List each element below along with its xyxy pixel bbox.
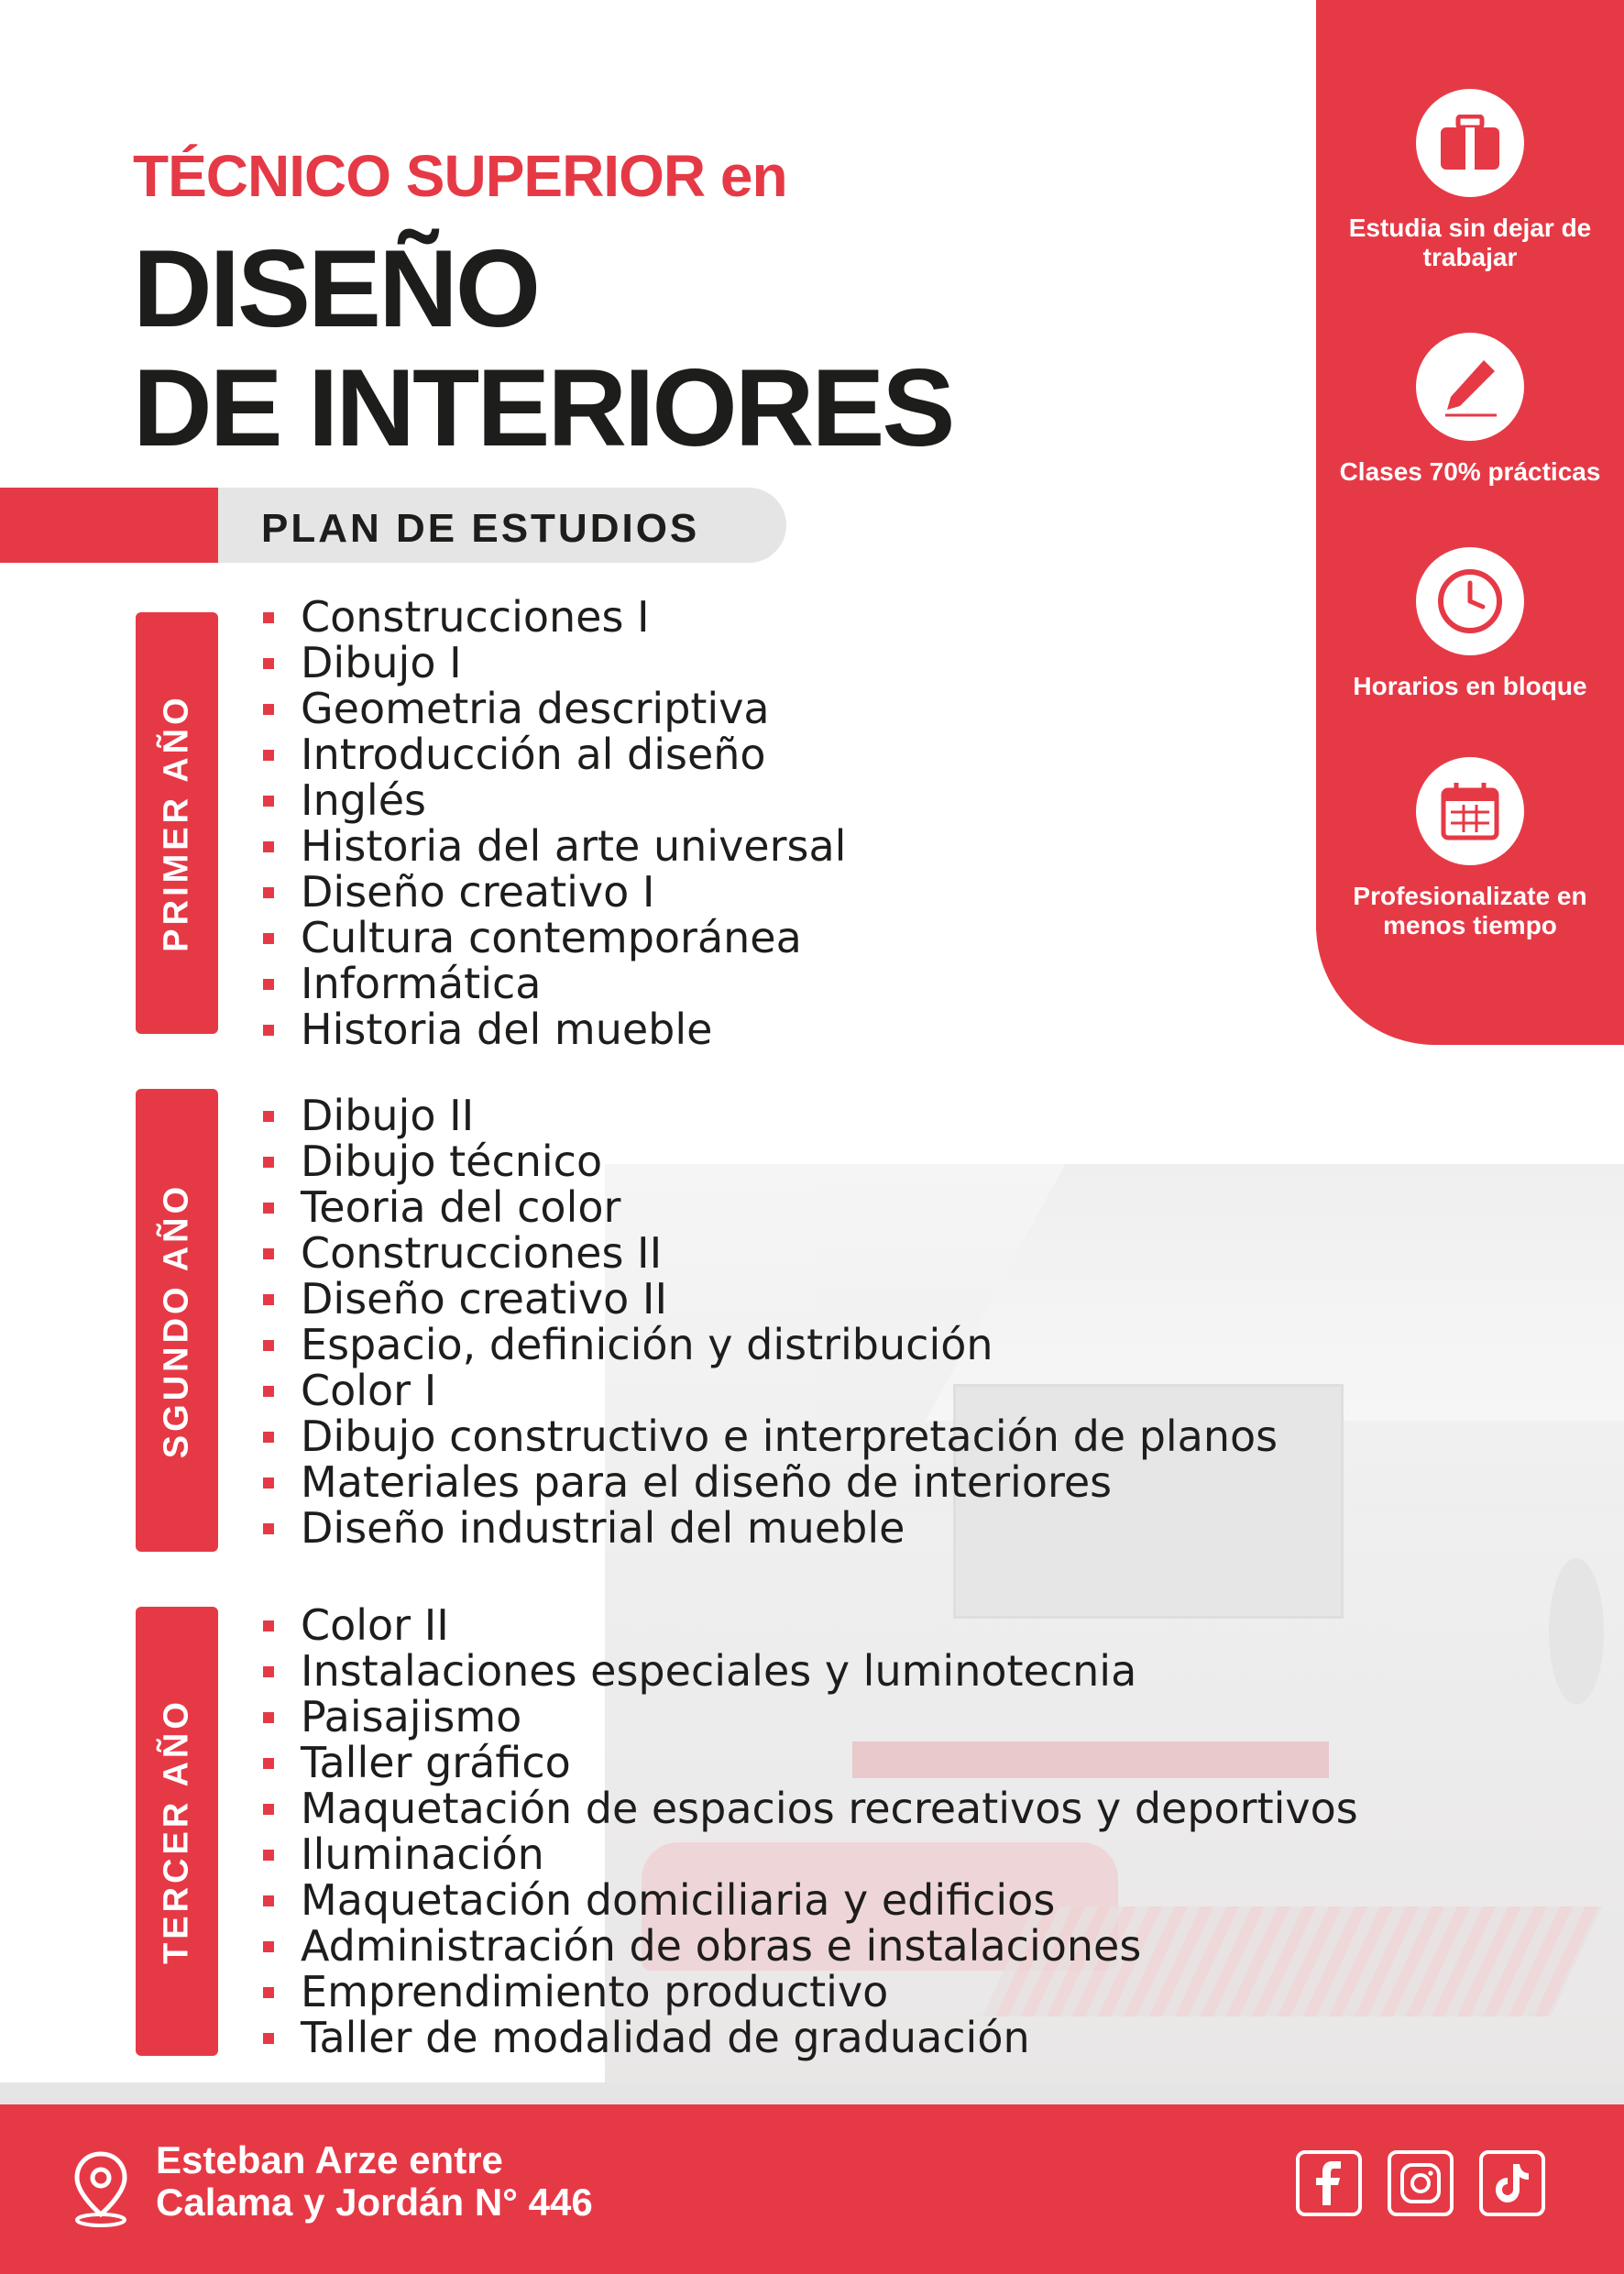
bullet-icon [263,1157,274,1168]
plan-label: PLAN DE ESTUDIOS [261,506,700,551]
subject-item [261,1831,1358,1877]
subject-item [261,1923,1358,1969]
subject-label: Dibujo técnico [301,1137,603,1186]
subject-item [261,869,846,915]
subject-item [261,1322,1278,1368]
subject-label: Color II [301,1600,449,1650]
subject-label: Emprendimiento productivo [301,1967,889,2016]
subject-item [261,640,846,686]
address-line-2: Calama y Jordán N° 446 [156,2181,593,2224]
subject-label: Diseño industrial del mueble [301,1503,905,1553]
bullet-icon [263,1025,274,1036]
year-bar-3 [136,1607,218,2056]
title-line-1: DISEÑO [133,227,539,350]
subject-label: Taller de modalidad de graduación [301,2013,1030,2062]
feature-item [1316,333,1624,487]
year-label: TERCER AÑO [157,1698,196,1964]
subject-label: Instalaciones especiales y luminotecnia [301,1646,1137,1696]
subject-label: Espacio, definición y distribución [301,1320,993,1369]
subject-label: Dibujo constructivo e interpretación de planos [301,1412,1278,1461]
feature-text: Horarios en bloque [1353,672,1587,700]
feature-text: Estudia sin dejar de trabajar [1348,214,1592,271]
facebook-icon[interactable] [1296,2150,1362,2216]
year-label: PRIMER AÑO [157,694,196,952]
subject-item [261,1093,1278,1138]
subject-label: Dibujo II [301,1091,475,1140]
subject-item [261,1368,1278,1413]
subject-label: Teoria del color [301,1182,621,1232]
subject-label: Iluminación [301,1829,544,1879]
subject-item [261,1505,1278,1551]
subject-item [261,1740,1358,1785]
subject-label: Administración de obras e instalaciones [301,1921,1142,1971]
subject-label: Taller gráfico [301,1738,571,1787]
bullet-icon [263,658,274,669]
year-bar-2 [136,1089,218,1552]
subject-item [261,777,846,823]
bullet-icon [263,933,274,944]
subject-item [261,1694,1358,1740]
background-plant [1549,1558,1604,1705]
subject-label: Color I [301,1366,437,1415]
feature-text: Profesionalizate en menos tiempo [1353,882,1587,939]
feature-item [1316,757,1624,940]
subject-item [261,1602,1358,1648]
subject-item [261,731,846,777]
bullet-icon [263,1248,274,1259]
bullet-icon [263,1386,274,1397]
subject-label: Historia del mueble [301,1005,713,1054]
bullet-icon [263,612,274,623]
bullet-icon [263,1804,274,1815]
subject-label: Diseño creativo II [301,1274,668,1324]
bullet-icon [263,1478,274,1489]
program-subtitle: TÉCNICO SUPERIOR en [133,143,787,209]
bullet-icon [263,1620,274,1631]
bullet-icon [263,1758,274,1769]
subject-label: Historia del arte universal [301,821,847,871]
bullet-icon [263,1294,274,1305]
subject-list-year-2 [261,1093,1278,1551]
bullet-icon [263,1203,274,1214]
subject-label: Inglés [301,775,426,825]
plan-accent-bar [0,488,247,563]
address [156,2139,593,2224]
subject-item [261,1184,1278,1230]
bullet-icon [263,1666,274,1677]
subject-label: Materiales para el diseño de interiores [301,1457,1113,1507]
bullet-icon [263,1523,274,1534]
pen-icon [1416,333,1524,441]
location-pin-icon [71,2150,130,2231]
subject-item [261,823,846,869]
subject-item [261,686,846,731]
subject-label: Construcciones I [301,592,650,642]
subject-item [261,594,846,640]
calendar-icon [1416,757,1524,865]
title-line-2: DE INTERIORES [133,346,953,469]
bullet-icon [263,796,274,807]
address-line-1: Esteban Arze entre [156,2138,503,2181]
subject-item [261,1276,1278,1322]
bullet-icon [263,704,274,715]
year-bar-1 [136,612,218,1034]
tiktok-icon[interactable] [1479,2150,1545,2216]
bullet-icon [263,1895,274,1906]
year-label: SGUNDO AÑO [157,1182,196,1458]
bullet-icon [263,1432,274,1443]
subject-item [261,1969,1358,2015]
subject-item [261,1413,1278,1459]
bullet-icon [263,2033,274,2044]
subject-item [261,2015,1358,2060]
briefcase-icon [1416,89,1524,197]
subject-label: Geometria descriptiva [301,684,770,733]
subject-item [261,1785,1358,1831]
bullet-icon [263,841,274,852]
program-title [133,229,952,467]
subject-list-year-3 [261,1602,1358,2060]
bullet-icon [263,887,274,898]
subject-label: Paisajismo [301,1692,522,1741]
features-panel [1316,0,1624,1045]
clock-icon [1416,547,1524,655]
bullet-icon [263,979,274,990]
subject-item [261,1138,1278,1184]
subject-label: Informática [301,959,542,1008]
footer-stripe [0,2082,1624,2104]
subject-item [261,1230,1278,1276]
subject-label: Cultura contemporánea [301,913,802,962]
subject-item [261,1459,1278,1505]
bullet-icon [263,1712,274,1723]
subject-label: Introducción al diseño [301,730,766,779]
subject-label: Dibujo I [301,638,462,687]
subject-list-year-1 [261,594,846,1052]
subject-item [261,915,846,961]
footer [0,2104,1624,2274]
subject-item [261,961,846,1006]
feature-text: Clases 70% prácticas [1339,457,1601,486]
subject-item [261,1877,1358,1923]
feature-item [1316,547,1624,701]
subject-label: Diseño creativo I [301,867,655,917]
bullet-icon [263,1987,274,1998]
bullet-icon [263,1941,274,1952]
bullet-icon [263,1850,274,1861]
subject-item [261,1006,846,1052]
subject-label: Construcciones II [301,1228,663,1278]
bullet-icon [263,1111,274,1122]
feature-item [1316,89,1624,272]
bullet-icon [263,1340,274,1351]
instagram-icon[interactable] [1388,2150,1454,2216]
subject-item [261,1648,1358,1694]
subject-label: Maquetación de espacios recreativos y deportivos [301,1784,1358,1833]
subject-label: Maquetación domiciliaria y edificios [301,1875,1056,1925]
bullet-icon [263,750,274,761]
